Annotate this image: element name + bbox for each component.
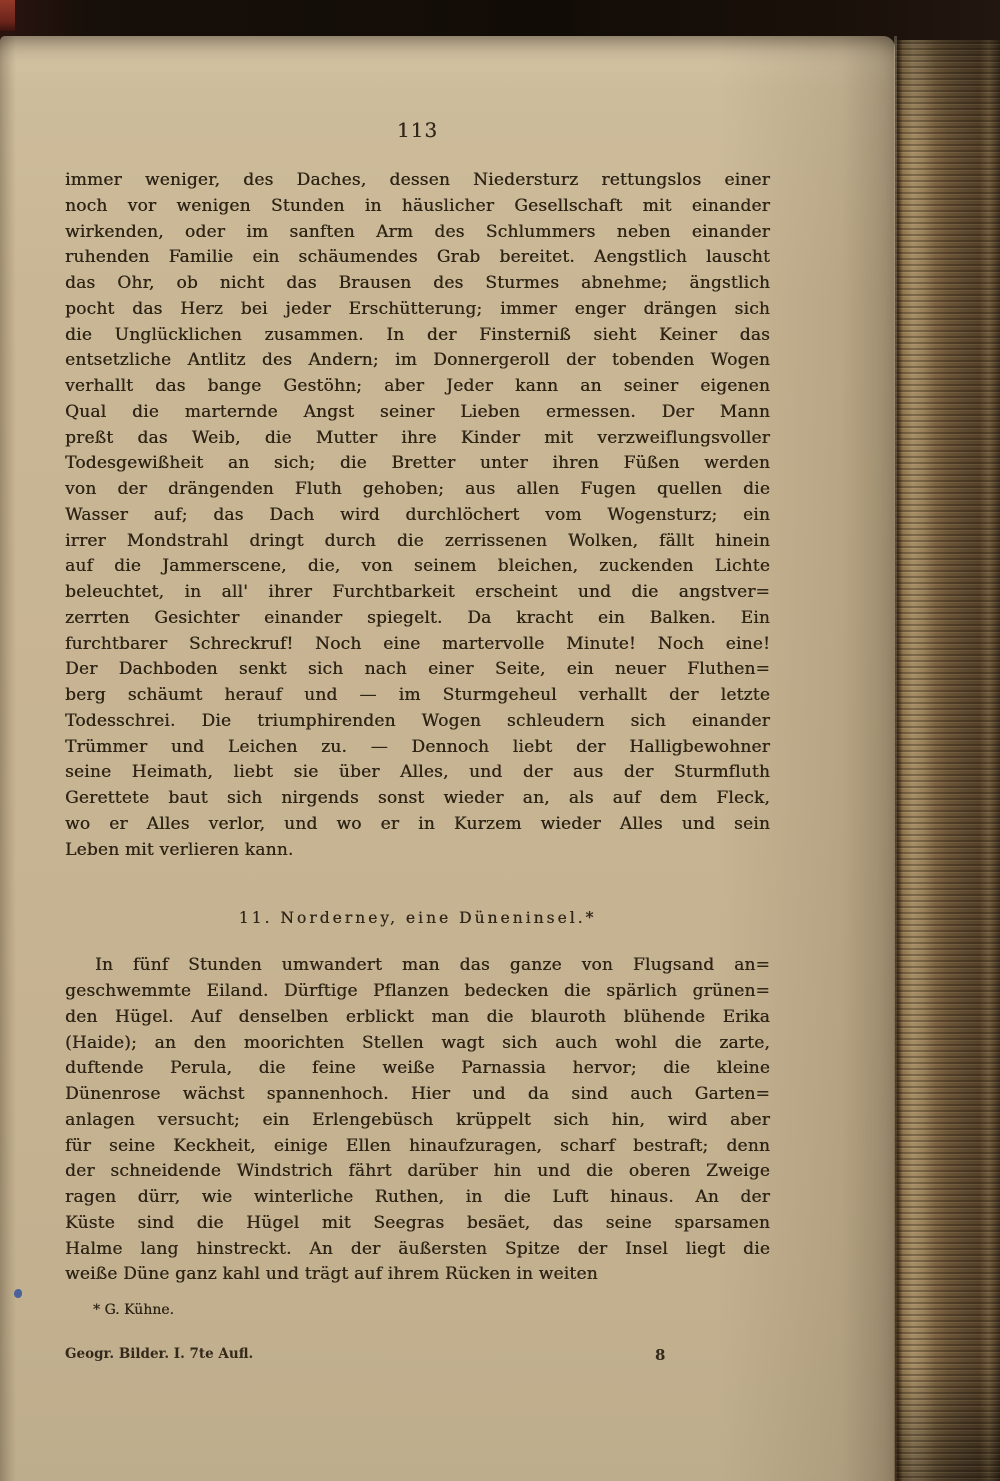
section-heading-norderney: 11. Norderney, eine Düneninsel.* bbox=[238, 909, 597, 928]
text-line: Halme lang hinstreckt. An der äußersten Spitze der Insel liegt die bbox=[65, 1238, 770, 1259]
text-line: die Unglücklichen zusammen. In der Finsterniß sieht Keiner das bbox=[65, 324, 770, 345]
text-line: ruhenden Familie ein schäumendes Grab bereitet. Aengstlich lauscht bbox=[65, 247, 770, 268]
text-line: Der Dachboden senkt sich nach einer Seite, ein neuer Fluthen= bbox=[65, 659, 770, 680]
text-line: berg schäumt herauf und — im Sturmgeheul verhallt der letzte bbox=[65, 685, 770, 705]
text-line: ragen dürr, wie winterliche Ruthen, in die Luft hinaus. An der bbox=[65, 1187, 770, 1207]
footnote: * G. Kühne. bbox=[93, 1302, 174, 1318]
text-line: pocht das Herz bei jeder Erschütterung; immer enger drängen sich bbox=[65, 298, 770, 319]
text-line: geschwemmte Eiland. Dürftige Pflanzen bedecken die spärlich grünen= bbox=[65, 981, 770, 1001]
text-line: Dünenrose wächst spannenhoch. Hier und da sind auch Garten= bbox=[65, 1084, 770, 1104]
text-line: noch vor wenigen Stunden in häuslicher Gesellschaft mit einander bbox=[65, 195, 770, 216]
text-line: von der drängenden Fluth gehoben; aus allen Fugen quellen die bbox=[65, 479, 770, 499]
text-line: immer weniger, des Daches, dessen Niedersturz rettungslos einer bbox=[65, 170, 770, 190]
text-line: duftende Perula, die feine weiße Parnassia hervor; die kleine bbox=[65, 1058, 770, 1079]
text-line: Todesgewißheit an sich; die Bretter unter ihren Füßen werden bbox=[65, 453, 770, 474]
footer-edition-note: Geogr. Bilder. I. 7te Aufl. bbox=[65, 1346, 254, 1362]
book-spine-red-corner bbox=[0, 0, 15, 31]
signature-mark: 8 bbox=[655, 1346, 666, 1364]
text-line: weiße Düne ganz kahl und trägt auf ihrem Rücken in weiten bbox=[65, 1264, 598, 1285]
blue-ink-mark bbox=[14, 1289, 22, 1298]
text-line: (Haide); an den moorichten Stellen wagt sich auch wohl die zarte, bbox=[65, 1032, 770, 1053]
text-line: Wasser auf; das Dach wird durchlöchert vom Wogensturz; ein bbox=[65, 504, 770, 525]
paragraph-norderney bbox=[65, 953, 770, 1288]
text-line: anlagen versucht; ein Erlengebüsch krüppelt sich hin, wird aber bbox=[65, 1109, 770, 1130]
text-line: beleuchtet, in all' ihrer Furchtbarkeit erscheint und die angstver= bbox=[65, 582, 770, 602]
book-fore-edge-pages bbox=[893, 0, 1000, 1481]
text-line: Todesschrei. Die triumphirenden Wogen schleudern sich einander bbox=[65, 710, 770, 731]
page-footer bbox=[65, 1346, 770, 1362]
text-line: Qual die marternde Angst seiner Lieben ermessen. Der Mann bbox=[65, 401, 770, 422]
text-line: entsetzliche Antlitz des Andern; im Donnergeroll der tobenden Wogen bbox=[65, 350, 770, 371]
text-line: das Ohr, ob nicht das Brausen des Sturmes abnehme; ängstlich bbox=[65, 273, 770, 293]
text-line: Leben mit verlieren kann. bbox=[65, 839, 294, 860]
text-line: In fünf Stunden umwandert man das ganze von Flugsand an= bbox=[95, 955, 770, 976]
text-line: wo er Alles verlor, und wo er in Kurzem wieder Alles und sein bbox=[65, 813, 770, 834]
text-line: wirkenden, oder im sanften Arm des Schlummers neben einander bbox=[65, 221, 770, 242]
page-content bbox=[0, 36, 895, 1362]
text-line: irrer Mondstrahl dringt durch die zerrissenen Wolken, fällt hinein bbox=[65, 530, 770, 551]
text-line: zerrten Gesichter einander spiegelt. Da kracht ein Balken. Ein bbox=[65, 607, 770, 628]
text-line: furchtbarer Schreckruf! Noch eine martervolle Minute! Noch eine! bbox=[65, 633, 770, 654]
text-line: Küste sind die Hügel mit Seegras besäet, das seine sparsamen bbox=[65, 1212, 770, 1233]
text-line: seine Heimath, liebt sie über Alles, und der aus der Sturmfluth bbox=[65, 762, 770, 783]
text-line: der schneidende Windstrich fährt darüber hin und die oberen Zweige bbox=[65, 1161, 770, 1182]
text-line: den Hügel. Auf denselben erblickt man die blauroth blühende Erika bbox=[65, 1006, 770, 1027]
text-line: Gerettete baut sich nirgends sonst wieder an, als auf dem Fleck, bbox=[65, 788, 770, 808]
text-line: preßt das Weib, die Mutter ihre Kinder mit verzweiflungsvoller bbox=[65, 427, 770, 448]
book-binding-top bbox=[0, 0, 1000, 40]
paragraph-sturmfluth bbox=[65, 168, 770, 863]
text-line: auf die Jammerscene, die, von seinem bleichen, zuckenden Lichte bbox=[65, 556, 770, 577]
text-line: verhallt das bange Gestöhn; aber Jeder kann an seiner eigenen bbox=[65, 376, 770, 396]
text-line: für seine Keckheit, einige Ellen hinaufzuragen, scharf bestraft; denn bbox=[65, 1135, 770, 1156]
book-page bbox=[0, 36, 895, 1481]
page-number: 113 bbox=[396, 118, 439, 142]
text-line: Trümmer und Leichen zu. — Dennoch liebt der Halligbewohner bbox=[65, 736, 770, 757]
